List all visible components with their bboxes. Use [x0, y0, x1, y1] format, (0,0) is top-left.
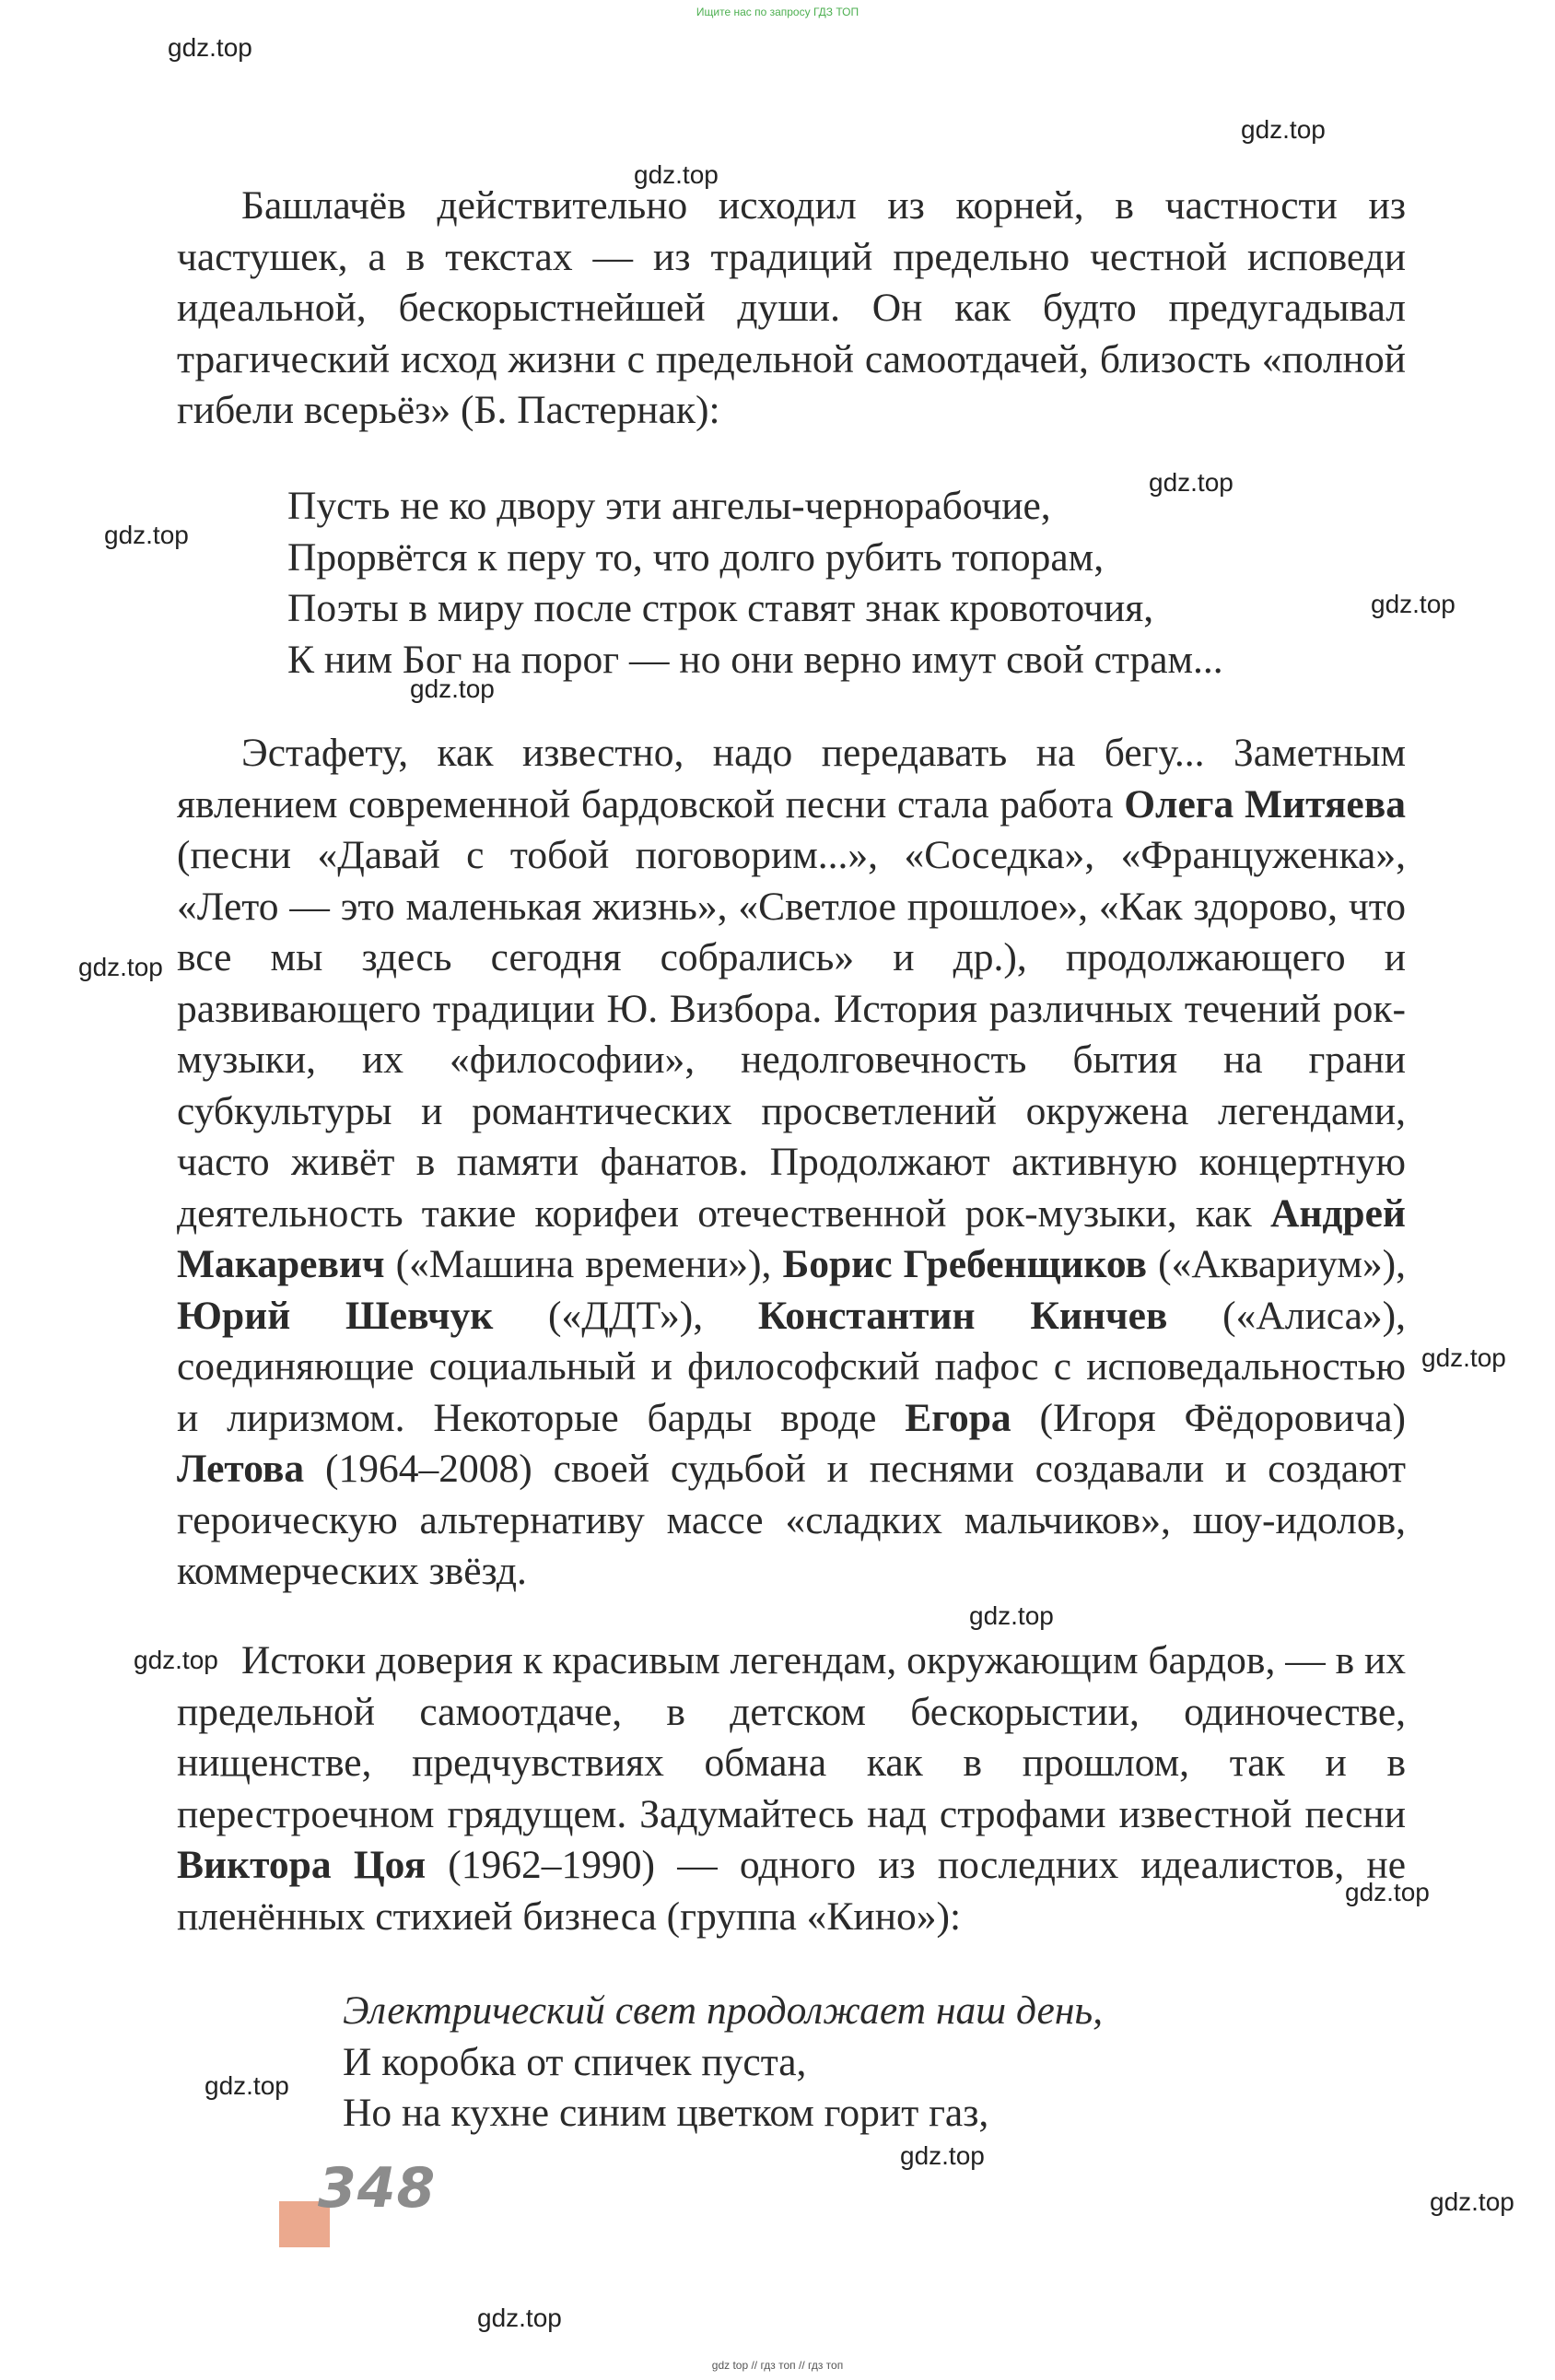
watermark: gdz.top	[900, 2141, 985, 2170]
poem-line: К ним Бог на порог — но они верно имут свой страм...	[287, 637, 1223, 682]
watermark: gdz.top	[1430, 2187, 1514, 2216]
watermark: gdz.top	[168, 33, 252, 62]
bottom-banner[interactable]: gdz top // гдз топ // гдз топ	[711, 2359, 844, 2372]
watermark: gdz.top	[1421, 1343, 1506, 1372]
watermark: gdz.top	[78, 953, 163, 981]
watermark: gdz.top	[1241, 115, 1326, 144]
poem-line: Поэты в миру после строк ставят знак кровоточия,	[287, 586, 1154, 630]
watermark: gdz.top	[969, 1601, 1054, 1630]
page-number: 348	[318, 2156, 437, 2221]
poem-line: И коробка от спичек пуста,	[343, 2039, 807, 2084]
watermark: gdz.top	[477, 2304, 562, 2332]
paragraph-tsoi: Истоки доверия к красивым легендам, окружающим бардов, — в их предельной самоотдаче, в детском бескорыстии, одиночестве, нищенстве, предчувствиях обмана как в прошлом, так и в перестроечном грядущем. Задумайтесь над строфами известной песни Виктора Цоя (1962–1990) — одного из последних идеалистов, не пленённых стихией бизнеса (группа «Кино»):	[177, 1638, 1407, 1939]
watermark: gdz.top	[104, 521, 189, 549]
name-makarevich: Андрей Макаревич	[177, 1190, 1406, 1286]
paragraph-rock-bards: Эстафету, как известно, надо передавать на бегу... Заметным явлением современной бардовской песни стала работа Олега Митяева (песни «Давай с тобой поговорим...», «Соседка», «Француженка», «Лето — это маленькая жизнь», «Светлое прошлое», «Как здорово, что все мы здесь сегодня собрались» и др.), продолжающего и развивающего традиции Ю. Визбора. История различных течений рок-музыки, их «философии», недолговечность бытия на грани субкультуры и романтических просветлений окружена легендами, часто живёт в памяти фанатов. Продолжают активную концертную деятельность такие корифеи отечественной рок-музыки, как Андрей Макаревич («Машина времени»), Борис Гребенщиков («Аквариум»), Юрий Шевчук («ДДТ»), Константин Кинчев («Алиса»), соединяющие социальный и философский пафос с исповедальностью и лиризмом. Некоторые барды вроде Егора (Игоря Фёдоровича) Летова (1964–2008) своей судьбой и песнями создавали и создают героическую альтернативу массе «сладких мальчиков», шоу-идолов, коммерческих звёзд.	[177, 731, 1407, 1593]
name-egor: Егора	[905, 1395, 1011, 1440]
name-shevchuk: Юрий Шевчук	[177, 1293, 494, 1338]
poem-line: Пусть не ко двору эти ангелы-чернорабочие,	[287, 484, 1051, 528]
watermark: gdz.top	[634, 160, 719, 189]
name-letov: Летова	[177, 1447, 305, 1491]
name-tsoi: Виктора Цоя	[177, 1843, 427, 1887]
top-banner[interactable]: Ищите нас по запросу ГДЗ ТОП	[696, 6, 859, 18]
watermark: gdz.top	[205, 2071, 289, 2100]
name-grebenshchikov: Борис Гребенщиков	[782, 1242, 1148, 1286]
watermark: gdz.top	[1345, 1878, 1430, 1906]
poem-line: Прорвётся к перу то, что долго рубить топорам,	[287, 534, 1105, 580]
poem-tsoi	[343, 1986, 1103, 2140]
name-mityaev: Олега Митяева	[1124, 781, 1406, 827]
paragraph-bashlachev: Башлачёв действительно исходил из корней, в частности из частушек, а в текстах — из традиций предельно честной исповеди идеальной, бескорыстнейшей души. Он как будто предугадывал трагический исход жизни с предельной самоотдачей, близость «полной гибели всерьёз» (Б. Пастернак):	[177, 183, 1406, 432]
poem-line: Электрический свет продолжает наш день,	[343, 1988, 1104, 2033]
watermark: gdz.top	[1149, 468, 1233, 497]
poem-line: Но на кухне синим цветком горит газ,	[343, 2091, 989, 2135]
name-kinchev: Константин Кинчев	[757, 1293, 1168, 1338]
watermark: gdz.top	[1371, 590, 1456, 618]
watermark: gdz.top	[134, 1646, 218, 1674]
watermark: gdz.top	[410, 674, 495, 703]
poem-bashlachev	[287, 481, 1223, 686]
